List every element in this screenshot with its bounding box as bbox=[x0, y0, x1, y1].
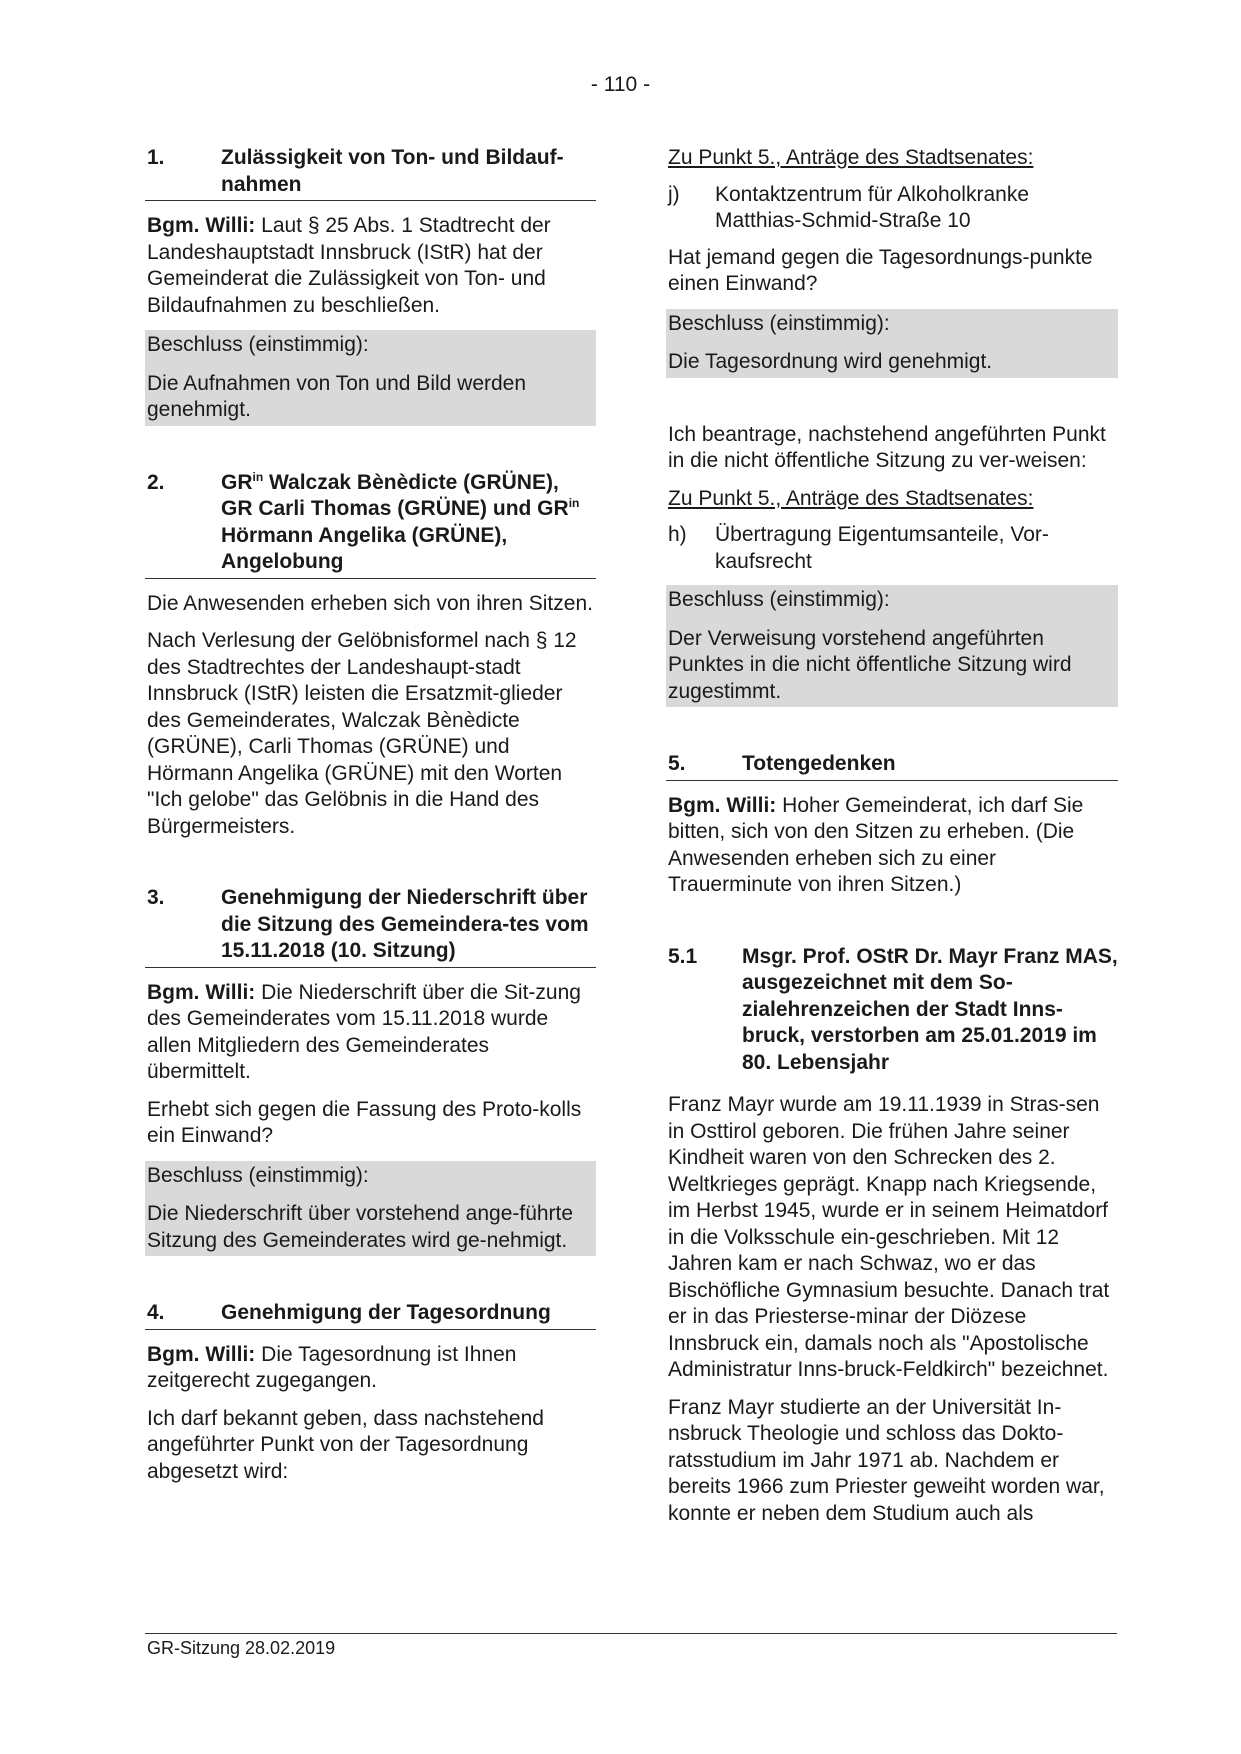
paragraph: Nach Verlesung der Gelöbnisformel nach § 12 des Stadtrechtes der Landeshaupt-stadt Innsbruck (IStR) leisten die Ersatzmit-glieder des Gemeinderates, Walczak Bènèdicte (GRÜNE), Carli Thomas (GRÜNE) und Hörmann Angelika (GRÜNE) mit den Worten "Ich gelobe" das Gelöbnis in die Hand des Bürgermeisters. bbox=[147, 629, 577, 838]
section-heading bbox=[666, 944, 1118, 1079]
section-number: 2. bbox=[147, 470, 165, 494]
speaker-text: Hoher Gemeinderat, ich darf Sie bitten, sich von den Sitzen zu erheben. (Die Anwesenden erheben sich zu einer Trauerminute von ihren Sitzen.) bbox=[668, 793, 1084, 896]
decision-gap bbox=[145, 1191, 596, 1199]
page-footer bbox=[145, 1633, 1117, 1659]
agenda-item-text: Kontaktzentrum für Alkoholkranke Matthias-Schmid-Straße 10 bbox=[715, 182, 1029, 232]
decision-label: Beschluss (einstimmig): bbox=[145, 1161, 596, 1192]
section-heading bbox=[145, 145, 596, 201]
section-heading bbox=[145, 1300, 596, 1330]
section-heading bbox=[145, 885, 596, 968]
section-number: 1. bbox=[147, 146, 165, 169]
agenda-reference: Zu Punkt 5., Anträge des Stadtsenates: bbox=[668, 146, 1034, 169]
section-title: Zulässigkeit von Ton- und Bildauf-nahmen bbox=[221, 146, 564, 196]
section-title: Genehmigung der Tagesordnung bbox=[221, 1301, 551, 1324]
agenda-item bbox=[666, 182, 1118, 235]
section-heading bbox=[666, 751, 1118, 781]
speaker-paragraph bbox=[145, 213, 596, 319]
agenda-item-label: j) bbox=[668, 182, 680, 206]
paragraph: Franz Mayr wurde am 19.11.1939 in Stras-sen in Osttirol geboren. Die frühen Jahre seiner Kindheit waren von den Schrecken des 2. Weltkrieges geprägt. Knapp nach Kriegsende, im Herbst 1945, wurde er in seinem Heimatdorf in die Volksschule ein-geschrieben. Mit 12 Jahren kam er nach Schwaz, wo er das Bischöfliche Gymnasium besuchte. Danach trat er in das Priesterse-minar der Diözese Innsbruck ein, damals noch als "Apostolische Administratur Inns-bruck-Feldkirch" bezeichnet. bbox=[668, 1093, 1110, 1381]
paragraph: Erhebt sich gegen die Fassung des Proto-kolls ein Einwand? bbox=[147, 1097, 582, 1147]
speaker-paragraph bbox=[145, 1342, 596, 1395]
section-3 bbox=[145, 885, 596, 1256]
left-column bbox=[145, 145, 596, 1496]
right-column bbox=[666, 145, 1118, 1538]
section-title: $GR^{in}$ Walczak Bènèdicte (GRÜNE), GR Carli Thomas (GRÜNE) und $GR^{in}$ Hörmann Angelika (GRÜNE), Angelobung bbox=[221, 469, 580, 573]
decision-label: Beschluss (einstimmig): bbox=[145, 330, 596, 361]
section-heading bbox=[145, 470, 596, 579]
speaker-name: Bgm. Willi: bbox=[147, 980, 256, 1004]
speaker-name: Bgm. Willi: bbox=[147, 1342, 256, 1366]
decision-label: Beschluss (einstimmig): bbox=[666, 309, 1118, 340]
section-5-1 bbox=[666, 944, 1118, 1528]
section-title: Totengedenken bbox=[742, 752, 896, 775]
paragraph: Franz Mayr studierte an der Universität In-nsbruck Theologie und schloss das Dokto-ratsstudium im Jahr 1971 ab. Nachdem er bereits 1966 zum Priester geweiht worden war, konnte er neben dem Studium auch als bbox=[668, 1395, 1105, 1525]
section-number: 4. bbox=[147, 1301, 165, 1324]
agenda-reference: Zu Punkt 5., Anträge des Stadtsenates: bbox=[668, 486, 1034, 510]
paragraph: Hat jemand gegen die Tagesordnungs-punkte einen Einwand? bbox=[668, 245, 1093, 295]
speaker-name: Bgm. Willi: bbox=[668, 793, 777, 817]
decision-text: Der Verweisung vorstehend angeführten Punktes in die nicht öffentliche Sitzung wird zugestimmt. bbox=[666, 624, 1118, 708]
decision-label: Beschluss (einstimmig): bbox=[666, 585, 1118, 616]
decision-text: Die Tagesordnung wird genehmigt. bbox=[666, 347, 1118, 378]
section-number: 5. bbox=[668, 752, 686, 775]
speaker-paragraph bbox=[145, 980, 596, 1086]
section-title: Msgr. Prof. OStR Dr. Mayr Franz MAS, ausgezeichnet mit dem So-zialehrenzeichen der Stadt Inns-bruck, verstorben am 25.01.2019 im 80. Lebensjahr bbox=[742, 944, 1118, 1074]
speaker-paragraph bbox=[666, 793, 1118, 899]
page-number: - 110 - bbox=[590, 73, 651, 96]
section-1 bbox=[145, 145, 596, 426]
agenda-item-text: Übertragung Eigentumsanteile, Vor-kaufsrecht bbox=[715, 523, 1049, 573]
section-5 bbox=[666, 751, 1118, 899]
section-number: 3. bbox=[147, 886, 165, 909]
paragraph: Ich darf bekannt geben, dass nachstehend angeführter Punkt von der Tagesordnung abgesetzt wird: bbox=[147, 1406, 544, 1483]
decision-gap bbox=[666, 339, 1118, 347]
footer-text: GR-Sitzung 28.02.2019 bbox=[147, 1638, 336, 1658]
decision-text: Die Niederschrift über vorstehend ange-führte Sitzung des Gemeinderates wird ge-nehmigt. bbox=[145, 1199, 596, 1256]
paragraph: Ich beantrage, nachstehend angeführten Punkt in die nicht öffentliche Sitzung zu ver-weisen: bbox=[668, 422, 1106, 472]
speaker-name: Bgm. Willi: bbox=[147, 214, 256, 237]
section-4 bbox=[145, 1300, 596, 1485]
paragraph: Die Anwesenden erheben sich von ihren Sitzen. bbox=[147, 591, 593, 615]
decision-gap bbox=[145, 361, 596, 369]
section-2 bbox=[145, 470, 596, 841]
decision-text: Die Aufnahmen von Ton und Bild werden genehmigt. bbox=[145, 369, 596, 426]
agenda-item bbox=[666, 522, 1118, 575]
section-title: Genehmigung der Niederschrift über die Sitzung des Gemeindera-tes vom 15.11.2018 (10. Sitzung) bbox=[221, 886, 589, 962]
agenda-item-label: h) bbox=[668, 523, 687, 546]
section-number: 5.1 bbox=[668, 944, 698, 968]
speaker-text: Laut § 25 Abs. 1 Stadtrecht der Landeshauptstadt Innsbruck (IStR) hat der Gemeinderat die Zulässigkeit von Ton- und Bildaufnahmen zu beschließen. bbox=[147, 214, 551, 317]
speaker-text: Die Niederschrift über die Sit-zung des Gemeinderates vom 15.11.2018 wurde allen Mitgliedern des Gemeinderates übermittelt. bbox=[147, 980, 581, 1083]
decision-gap bbox=[666, 616, 1118, 624]
speaker-text: Die Tagesordnung ist Ihnen zeitgerecht zugegangen. bbox=[147, 1342, 517, 1392]
